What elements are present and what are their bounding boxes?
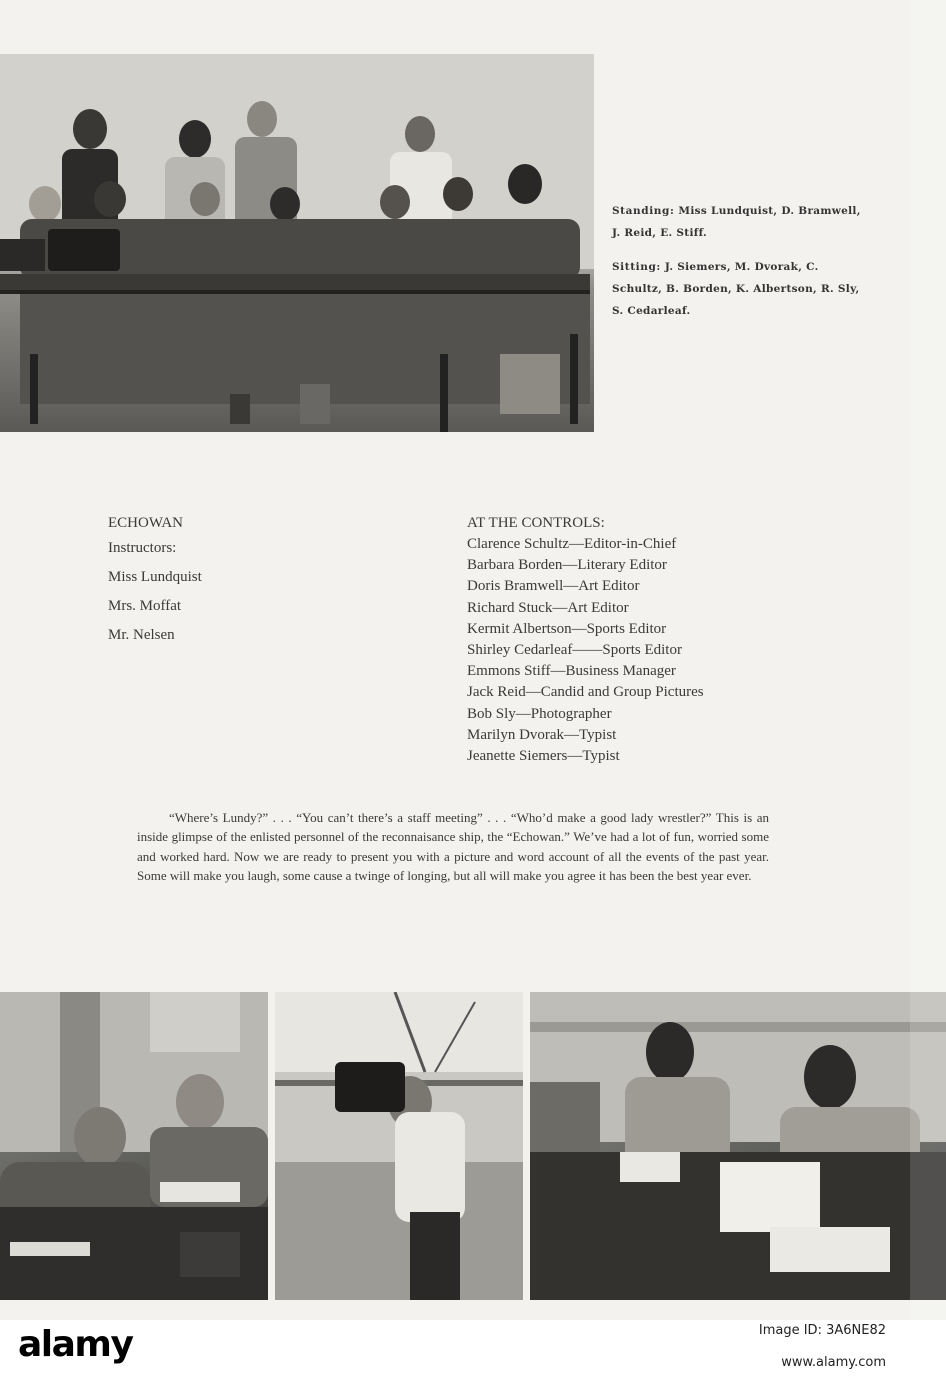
- stock-url: www.alamy.com: [781, 1355, 886, 1370]
- instructors-heading: Instructors:: [108, 540, 177, 556]
- bottom-left-photo: [0, 992, 268, 1300]
- staff-member: Jeanette Siemers—Typist: [467, 748, 620, 765]
- instructor-name: Mr. Nelsen: [108, 627, 175, 643]
- instructors-section: [108, 512, 202, 650]
- standing-caption: [612, 200, 872, 244]
- photo-caption: [612, 200, 872, 322]
- staff-section: [467, 512, 704, 767]
- staff-member: Shirley Cedarleaf——Sports Editor: [467, 642, 682, 659]
- group-photo-graphic: [0, 54, 594, 432]
- staff-member: Jack Reid—Candid and Group Pictures: [467, 684, 704, 701]
- intro-paragraph: [137, 808, 769, 886]
- staff-member: Barbara Borden—Literary Editor: [467, 557, 667, 574]
- standing-names: Miss Lundquist, D. Bramwell, J. Reid, E. Stiff.: [612, 205, 861, 239]
- group-photo: [0, 54, 594, 432]
- section-title-controls: AT THE CONTROLS:: [467, 515, 605, 531]
- bottom-center-photo-graphic: [275, 992, 523, 1300]
- bottom-left-photo-graphic: [0, 992, 268, 1300]
- sitting-label: Sitting:: [612, 261, 661, 273]
- bottom-right-photo-graphic: [530, 992, 946, 1300]
- sitting-caption: [612, 256, 872, 322]
- staff-member: Bob Sly—Photographer: [467, 705, 612, 722]
- intro-paragraph-text: “Where’s Lundy?” . . . “You can’t there’s a staff meeting” . . . “Who’d make a good lady wrestler?” This is an inside glimpse of the enlisted personnel of the reconnaisance ship, the “Echowan.” We’ve had a lot of fun, worried some and worked hard. Now we are ready to present you with a picture and word account of all the events of the past year. Some will make you laugh, some cause a twinge of longing, but all will make you agree it has been the best year ever.: [137, 810, 769, 884]
- instructor-name: Mrs. Moffat: [108, 598, 182, 614]
- watermark-strip: [910, 0, 946, 1320]
- stock-logo: alamy: [18, 1324, 133, 1365]
- section-title-echowan: ECHOWAN: [108, 515, 183, 531]
- staff-member: Richard Stuck—Art Editor: [467, 599, 629, 616]
- standing-label: Standing:: [612, 205, 675, 217]
- bottom-center-photo: [275, 992, 523, 1300]
- bottom-right-photo: [530, 992, 946, 1300]
- staff-member: Emmons Stiff—Business Manager: [467, 663, 676, 680]
- staff-member: Clarence Schultz—Editor-in-Chief: [467, 536, 677, 552]
- staff-member: Doris Bramwell—Art Editor: [467, 578, 640, 595]
- staff-member: Kermit Albertson—Sports Editor: [467, 620, 667, 637]
- instructor-name: Miss Lundquist: [108, 569, 202, 585]
- stock-image-id: Image ID: 3A6NE82: [758, 1323, 886, 1338]
- staff-member: Marilyn Dvorak—Typist: [467, 726, 617, 743]
- sitting-names: J. Siemers, M. Dvorak, C. Schultz, B. Borden, K. Albertson, R. Sly, S. Cedarleaf.: [612, 261, 860, 317]
